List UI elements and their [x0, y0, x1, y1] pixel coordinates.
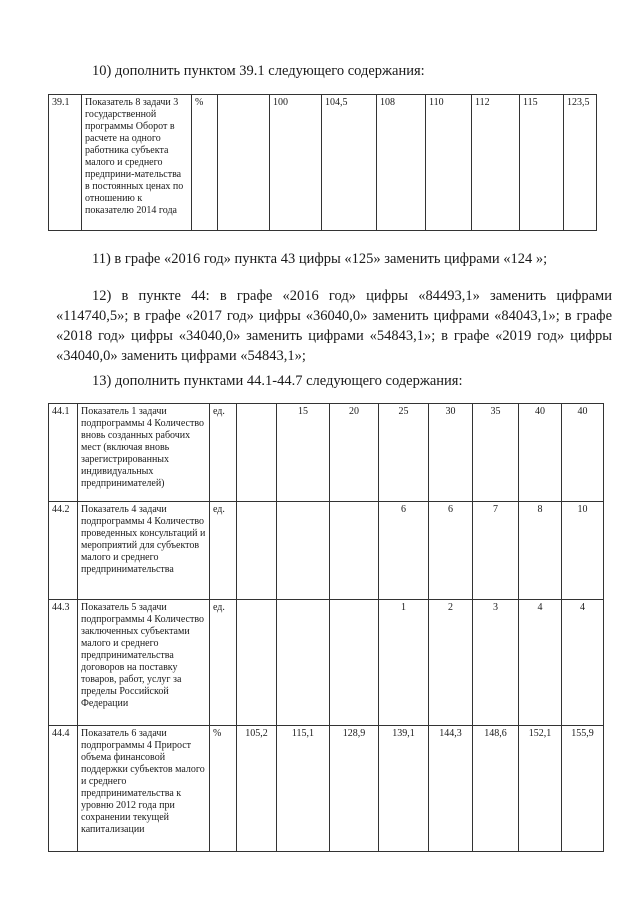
value-cell: 144,3	[429, 726, 473, 852]
indicator-description: Показатель 4 задачи подпрограммы 4 Количество проведенных консультаций и мероприятий для субъектов малого и среднего предпринимательства	[78, 502, 210, 600]
value-cell: 6	[429, 502, 473, 600]
table-row	[49, 600, 604, 726]
value-cell	[237, 600, 277, 726]
table-row	[49, 502, 604, 600]
value-cell: 148,6	[473, 726, 519, 852]
value-cell	[218, 95, 270, 231]
value-cell: 6	[379, 502, 429, 600]
item-number: 44.1	[49, 404, 78, 502]
item-number: 39.1	[49, 95, 82, 231]
value-cell: 8	[519, 502, 562, 600]
table-39-1	[48, 94, 597, 231]
item-number: 44.3	[49, 600, 78, 726]
value-cell: 128,9	[330, 726, 379, 852]
table-row	[49, 726, 604, 852]
unit-cell: ед.	[210, 404, 237, 502]
unit-cell: %	[192, 95, 218, 231]
value-cell: 4	[519, 600, 562, 726]
value-cell: 100	[270, 95, 322, 231]
indicator-description: Показатель 5 задачи подпрограммы 4 Количество заключенных субъектами малого и среднего предпринимательства договоров на поставку товаров, работ, услуг за пределы Российской Федерации	[78, 600, 210, 726]
paragraph-13: 13) дополнить пунктами 44.1-44.7 следующего содержания:	[92, 373, 463, 389]
value-cell: 35	[473, 404, 519, 502]
paragraph-10: 10) дополнить пунктом 39.1 следующего содержания:	[92, 63, 425, 79]
value-cell: 40	[562, 404, 604, 502]
value-cell: 40	[519, 404, 562, 502]
unit-cell: %	[210, 726, 237, 852]
value-cell	[330, 600, 379, 726]
value-cell: 4	[562, 600, 604, 726]
value-cell: 115,1	[277, 726, 330, 852]
value-cell: 30	[429, 404, 473, 502]
value-cell: 3	[473, 600, 519, 726]
value-cell: 104,5	[322, 95, 377, 231]
value-cell: 112	[472, 95, 520, 231]
item-number: 44.4	[49, 726, 78, 852]
value-cell	[277, 600, 330, 726]
value-cell: 7	[473, 502, 519, 600]
value-cell	[277, 502, 330, 600]
indicator-description: Показатель 8 задачи 3 государственной программы Оборот в расчете на одного работника субъекта малого и среднего предприни-мательства в постоянных ценах по отношению к показателю 2014 года	[82, 95, 192, 231]
value-cell: 20	[330, 404, 379, 502]
value-cell: 108	[377, 95, 426, 231]
value-cell	[330, 502, 379, 600]
item-number: 44.2	[49, 502, 78, 600]
indicator-description: Показатель 1 задачи подпрограммы 4 Количество вновь созданных рабочих мест (включая вновь зарегистрированных индивидуальных предпринимателей)	[78, 404, 210, 502]
value-cell: 105,2	[237, 726, 277, 852]
unit-cell: ед.	[210, 502, 237, 600]
value-cell	[237, 404, 277, 502]
value-cell: 10	[562, 502, 604, 600]
paragraph-12: 12) в пункте 44: в графе «2016 год» цифры «84493,1» заменить цифрами «114740,5»; в графе «2017 год» цифры «36040,0» заменить цифрами «84043,1»; в графе «2018 год» цифры «34040,0» заменить цифрами «54843,1»; в графе «2019 год» цифры «34040,0» заменить цифрами «54843,1»;	[56, 288, 612, 364]
value-cell: 155,9	[562, 726, 604, 852]
paragraph-11: 11) в графе «2016 год» пункта 43 цифры «125» заменить цифрами «124 »;	[92, 251, 548, 267]
value-cell: 1	[379, 600, 429, 726]
value-cell: 110	[426, 95, 472, 231]
value-cell: 25	[379, 404, 429, 502]
value-cell: 2	[429, 600, 473, 726]
value-cell: 139,1	[379, 726, 429, 852]
value-cell: 15	[277, 404, 330, 502]
value-cell: 152,1	[519, 726, 562, 852]
table-row	[49, 95, 597, 231]
value-cell: 123,5	[564, 95, 597, 231]
indicator-description: Показатель 6 задачи подпрограммы 4 Прирост объема финансовой поддержки субъектов малого и среднего предпринимательства к уровню 2012 года при сохранении текущей капитализации	[78, 726, 210, 852]
value-cell: 115	[520, 95, 564, 231]
unit-cell: ед.	[210, 600, 237, 726]
table-44	[48, 403, 604, 852]
value-cell	[237, 502, 277, 600]
table-row	[49, 404, 604, 502]
